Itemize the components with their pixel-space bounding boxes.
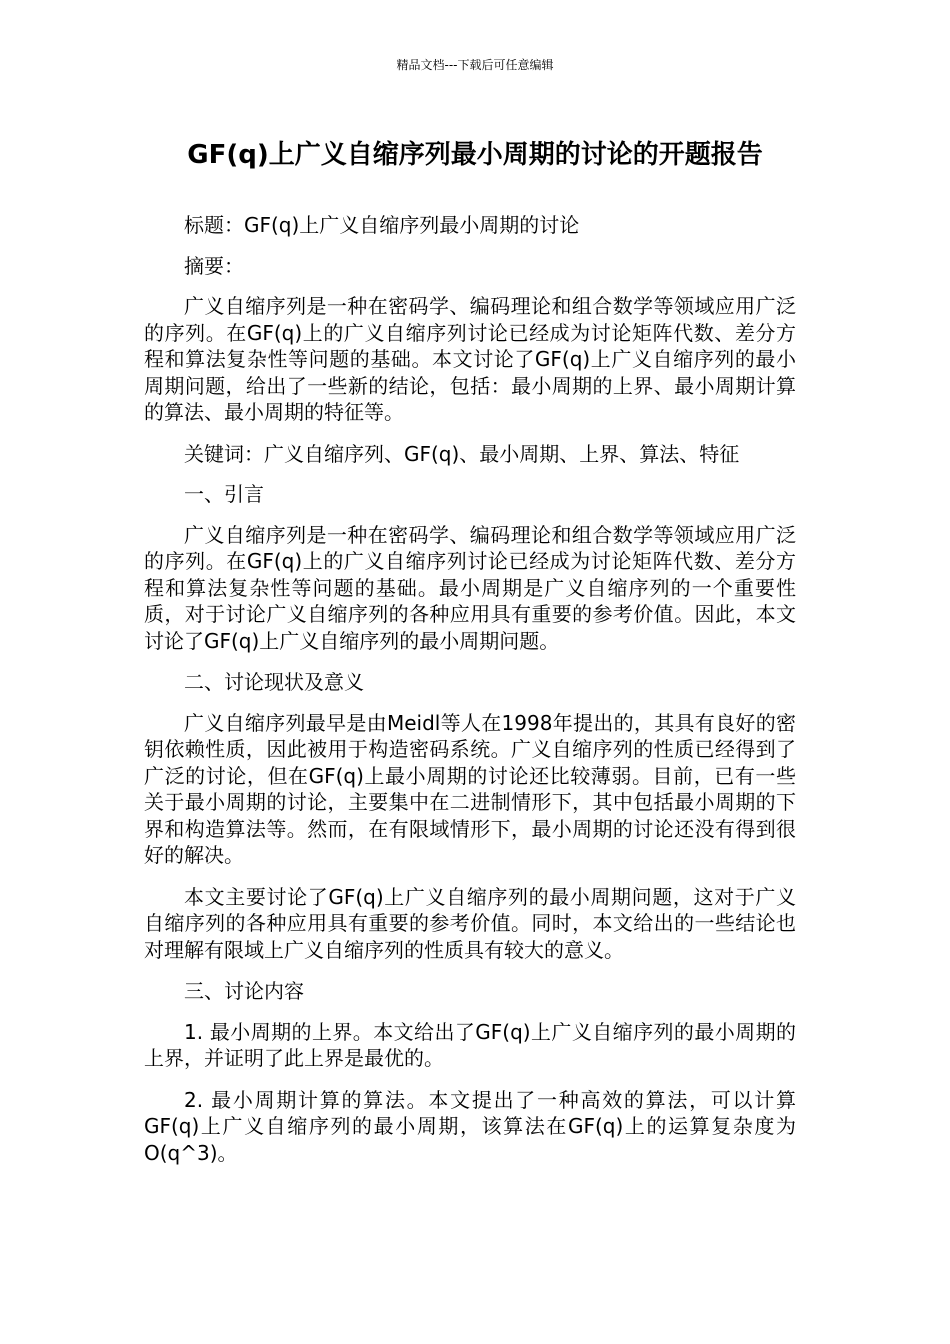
keywords-line: 关键词：广义自缩序列、GF(q)、最小周期、上界、算法、特征 (184, 441, 740, 466)
section-heading-introduction: 一、引言 (184, 482, 264, 506)
section-heading-content: 三、讨论内容 (184, 979, 304, 1003)
section-heading-status: 二、讨论现状及意义 (184, 670, 364, 694)
document-title: GF(q)上广义自缩序列最小周期的讨论的开题报告 (187, 140, 763, 170)
content-item-2: 2. 最小周期计算的算法。本文提出了一种高效的算法，可以计算GF(q)上广义自缩序列的最小周期，该算法在GF(q)上的运算复杂度为O(q^3)。 (144, 1087, 796, 1165)
document-body (144, 212, 796, 1181)
content-item-1: 1. 最小周期的上界。本文给出了GF(q)上广义自缩序列的最小周期的上界，并证明了此上界是最优的。 (144, 1019, 796, 1070)
header-note: 精品文档---下载后可任意编辑 (396, 58, 554, 72)
introduction-paragraph: 广义自缩序列是一种在密码学、编码理论和组合数学等领域应用广泛的序列。在GF(q)上的广义自缩序列讨论已经成为讨论矩阵代数、差分方程和算法复杂性等问题的基础。最小周期是广义自缩序列的一个重要性质，对于讨论广义自缩序列的各种应用具有重要的参考价值。因此，本文讨论了GF(q)上广义自缩序列的最小周期问题。 (144, 522, 796, 653)
abstract-heading: 摘要： (184, 253, 244, 278)
title-line: 标题：GF(q)上广义自缩序列最小周期的讨论 (184, 213, 580, 237)
status-paragraph: 广义自缩序列最早是由Meidl等人在1998年提出的，其具有良好的密钥依赖性质，因此被用于构造密码系统。广义自缩序列的性质已经得到了广泛的讨论，但在GF(q)上最小周期的讨论还比较薄弱。目前，已有一些关于最小周期的讨论，主要集中在二进制情形下，其中包括最小周期的下界和构造算法等。然而，在有限域情形下，最小周期的讨论还没有得到很好的解决。 (144, 710, 796, 867)
significance-paragraph: 本文主要讨论了GF(q)上广义自缩序列的最小周期问题，这对于广义自缩序列的各种应用具有重要的参考价值。同时，本文给出的一些结论也对理解有限域上广义自缩序列的性质具有较大的意义。 (144, 884, 796, 962)
abstract-paragraph: 广义自缩序列是一种在密码学、编码理论和组合数学等领域应用广泛的序列。在GF(q)上的广义自缩序列讨论已经成为讨论矩阵代数、差分方程和算法复杂性等问题的基础。本文讨论了GF(q)上广义自缩序列的最小周期问题，给出了一些新的结论，包括：最小周期的上界、最小周期计算的算法、最小周期的特征等。 (144, 294, 796, 424)
